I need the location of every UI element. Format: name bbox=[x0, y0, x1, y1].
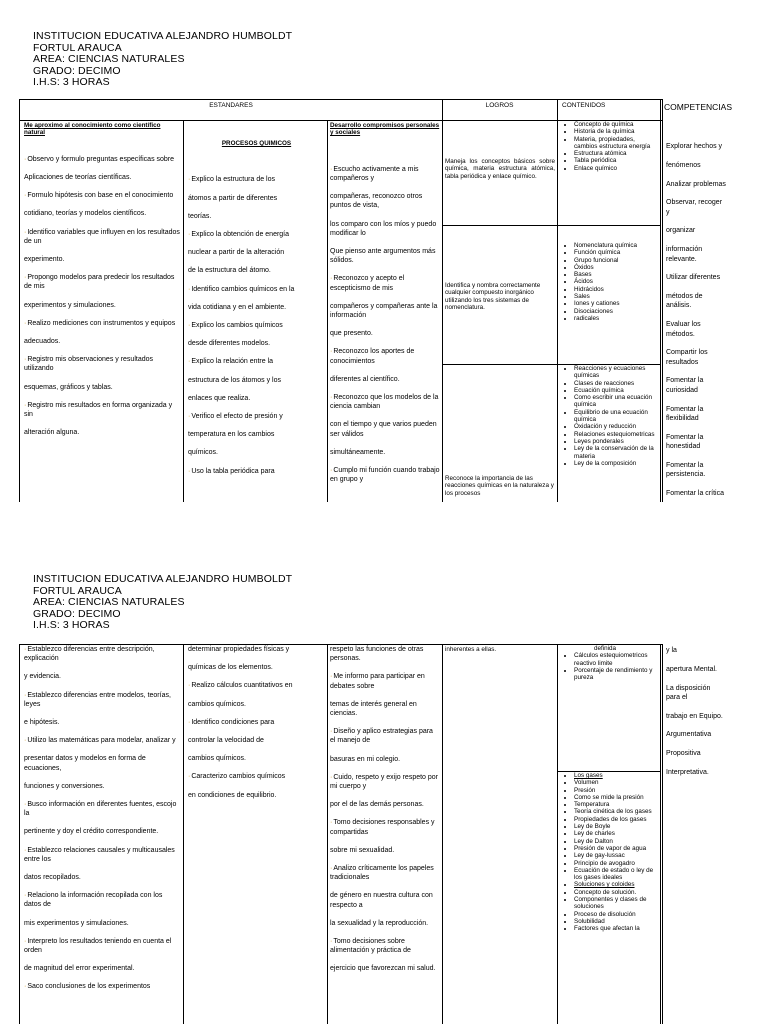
standard-item: Reconozco los aportes de conocimientos bbox=[330, 348, 415, 365]
content-item: • Ley de Boyle bbox=[574, 823, 660, 830]
area: AREA: CIENCIAS NATURALES bbox=[33, 53, 185, 66]
institution-name: INSTITUCION EDUCATIVA ALEJANDRO HUMBOLDT bbox=[33, 30, 293, 42]
competencia-item: trabajo en Equipo. bbox=[666, 712, 723, 720]
standard-item: Explico la relación entre la bbox=[191, 358, 274, 366]
contenidos-1 bbox=[558, 645, 660, 682]
standard-item: los comparo con los míos y puedo modificar lo bbox=[330, 220, 437, 237]
standard-item: Tomo decisiones responsables y compartidas bbox=[330, 819, 435, 836]
content-item: • Teoría cinética de los gases bbox=[574, 808, 660, 815]
standard-item: de magnitud del error experimental. bbox=[24, 965, 135, 973]
standard-item: temas de interés general en ciencias. bbox=[330, 700, 417, 718]
standard-item: Realizo cálculos cuantitativos en bbox=[191, 682, 293, 690]
competencias-column bbox=[666, 646, 726, 1024]
competencia-item: fenómenos bbox=[666, 161, 701, 169]
standard-item: químicos. bbox=[188, 449, 218, 457]
document-page-1 bbox=[0, 0, 768, 502]
content-item: • Disociaciones bbox=[574, 308, 660, 315]
standard-item: teorías. bbox=[188, 212, 212, 220]
content-item: • Óxidos bbox=[574, 264, 660, 271]
content-item: • Ecuación química bbox=[574, 387, 660, 394]
standard-item: Identifico cambios químicos en la bbox=[191, 285, 295, 293]
content-item: • Historia de la química bbox=[574, 128, 660, 135]
competencia-item: Fomentar la persistencia. bbox=[666, 461, 706, 479]
standard-item: diferentes al científico. bbox=[330, 375, 400, 383]
standard-item: Establezco diferencias entre descripción, explicación bbox=[24, 646, 155, 663]
competencia-item: y la bbox=[666, 647, 677, 654]
content-item: • Presión de vapor de agua bbox=[574, 845, 660, 852]
competencia-item: Evaluar los métodos. bbox=[666, 321, 701, 338]
document-header bbox=[33, 574, 292, 632]
standard-item: Identifico variables que influyen en los resultados de un bbox=[24, 228, 180, 245]
standard-item: compañeras, reconozco otros puntos de vista, bbox=[330, 193, 423, 210]
content-item: • Concepto de química bbox=[574, 121, 660, 128]
content-item: • Equilibrio de una ecuación química bbox=[574, 409, 660, 424]
standard-item: cambios químicos. bbox=[188, 755, 246, 763]
standard-item: Registro mis resultados en forma organizada y sin bbox=[24, 401, 173, 419]
logro-2: Identifica y nombra correctamente cualquier compuesto inorgánico utilizando los tres sistemas de nomenclatura. bbox=[445, 282, 541, 312]
standard-item: funciones y conversiones. bbox=[24, 782, 105, 790]
standard-item: pertinente y doy el crédito correspondiente. bbox=[24, 828, 159, 836]
content-item: • Propiedades de los gases bbox=[574, 816, 660, 823]
standard-item: Escucho activamente a mis compañeros y bbox=[330, 165, 419, 183]
standard-item: Que pienso ante argumentos más sólidos. bbox=[330, 248, 436, 265]
standard-item: Formulo hipótesis con base en el conocimiento bbox=[27, 192, 174, 200]
contenidos-3 bbox=[558, 365, 660, 504]
content-item: • Porcentaje de rendimiento y pureza bbox=[574, 667, 660, 682]
location: FORTUL ARAUCA bbox=[33, 41, 122, 54]
content-item: • Enlace químico bbox=[574, 165, 660, 172]
content-item: • Volumen bbox=[574, 779, 660, 786]
content-item: • Ley de gay-lussac bbox=[574, 852, 660, 859]
content-item: • Materia, propiedades, cambios estructura energía bbox=[574, 136, 660, 151]
contenidos-1 bbox=[558, 121, 660, 172]
standard-item: estructura de los átomos y los bbox=[188, 376, 281, 384]
competencia-item: Fomentar la honestidad bbox=[666, 433, 704, 450]
standard-item: presentar datos y modelos en forma de ecuaciones, bbox=[24, 755, 146, 772]
header-contenidos: CONTENIDOS bbox=[562, 102, 606, 109]
standard-item: Establezco relaciones causales y multicausales entre los bbox=[24, 846, 175, 863]
page-gap bbox=[0, 502, 768, 546]
content-item: • Ecuación de estado o ley de los gases ideales bbox=[574, 867, 660, 882]
standard-item: Registro mis observaciones y resultados utilizando bbox=[24, 356, 154, 373]
standard-item: ejercicio que favorezcan mi salud. bbox=[330, 965, 436, 973]
standard-item: basuras en mi colegio. bbox=[330, 755, 401, 763]
standard-item: alteración alguna. bbox=[24, 429, 80, 437]
content-item: • Iones y cationes bbox=[574, 300, 660, 307]
content-item: • Nomenclatura química bbox=[574, 242, 660, 249]
competencia-item: Fomentar la crítica bbox=[666, 489, 724, 497]
competencia-item: Analizar problemas bbox=[666, 180, 726, 188]
standard-item: experimentos y simulaciones. bbox=[24, 301, 116, 309]
column-aproximacion: Me aproximo al conocimiento como científico natural ·Observo y formulo preguntas específicas sobre Aplicaciones de teorías científicas. ·Formulo hipótesis con base en el conocimiento cotidiano, teorías y modelos científicos. ·Identifico variables que influyen en los resultados de un experimento. ·Propongo modelos para predecir los resultados de mis experimentos y simulaciones. ·Realizo mediciones con instrumentos y equipos adecuados. ·Registro mis observaciones y resultados utilizando esquemas, gráficos y tablas. ·Registro mis resultados en forma organizada y sin alteración alguna. bbox=[24, 122, 180, 437]
standard-item: Propongo modelos para predecir los resultados de mis bbox=[24, 274, 175, 291]
standard-item: Diseño y aplico estrategias para el manejo de bbox=[330, 728, 433, 745]
content-item: • Ley de Dalton bbox=[574, 838, 660, 845]
standard-item: por el de las demás personas. bbox=[330, 801, 424, 809]
content-item: • Ley de la composición bbox=[574, 460, 660, 467]
standard-item: determinar propiedades físicas y bbox=[188, 646, 290, 653]
location: FORTUL ARAUCA bbox=[33, 584, 122, 597]
standard-item: la sexualidad y la reproducción. bbox=[330, 919, 429, 927]
curriculum-table bbox=[19, 99, 733, 505]
standard-item: Reconozco que los modelos de la ciencia cambian bbox=[330, 394, 439, 411]
standard-item: de la estructura del átomo. bbox=[188, 267, 271, 275]
standard-item: Verifico el efecto de presión y bbox=[191, 413, 283, 421]
header-logros: LOGROS bbox=[485, 102, 514, 109]
standard-item: con el tiempo y que varios pueden ser válidos bbox=[330, 421, 437, 438]
standard-item: Explico los cambios químicos bbox=[191, 322, 283, 330]
document-page-2 bbox=[0, 546, 768, 1024]
competencia-item: Argumentativa bbox=[666, 731, 712, 739]
standard-item: que presento. bbox=[330, 330, 373, 338]
competencia-item: organizar bbox=[666, 227, 696, 235]
institution-name: INSTITUCION EDUCATIVA ALEJANDRO HUMBOLDT bbox=[33, 573, 293, 585]
logro-1: Maneja los conceptos básicos sobre química, materia estructura atómica, tabla periódica y enlace químico. bbox=[445, 158, 555, 180]
content-item: • Como escribir una ecuación química bbox=[574, 394, 660, 409]
competencia-item: Propositiva bbox=[666, 750, 701, 758]
header-estandares: ESTANDARES bbox=[209, 102, 253, 109]
standard-item: mis experimentos y simulaciones. bbox=[24, 919, 129, 927]
standard-item: Observo y formulo preguntas específicas sobre bbox=[27, 155, 175, 163]
standard-item: Reconozco y acepto el escepticismo de mis bbox=[330, 275, 405, 292]
standard-item: e hipótesis. bbox=[24, 719, 60, 727]
standard-item: y evidencia. bbox=[24, 673, 61, 681]
competencia-item: Compartir los resultados bbox=[666, 349, 708, 366]
standard-item: Relaciono la información recopilada con los datos de bbox=[24, 892, 163, 909]
content-item: • Concepto de solución. bbox=[574, 889, 660, 896]
content-item: • Componentes y clases de soluciones bbox=[574, 896, 660, 911]
standard-item: Establezco diferencias entre modelos, teorías, leyes bbox=[24, 691, 171, 708]
hours: I.H.S: 3 HORAS bbox=[33, 76, 110, 89]
standard-item: Realizo mediciones con instrumentos y equipos bbox=[27, 319, 176, 327]
competencia-item: Utilizar diferentes bbox=[666, 274, 721, 282]
content-item: • Sales bbox=[574, 293, 660, 300]
document-header bbox=[33, 31, 292, 89]
content-item: • Ley de la conservación de la materia bbox=[574, 445, 660, 460]
standard-item: cambios químicos. bbox=[188, 700, 246, 708]
content-item: • Relaciones estequiometricas bbox=[574, 431, 660, 438]
standard-item: Busco información en diferentes fuentes, escojo la bbox=[24, 801, 177, 818]
competencia-item: métodos de análisis. bbox=[666, 293, 703, 310]
content-item: • Soluciones y coloides bbox=[574, 881, 660, 888]
column-compromisos: Desarrollo compromisos personales y sociales ·Escucho activamente a mis compañeros y compañeras, reconozco otros puntos de vista, los comparo con los míos y puedo modificar lo Que pienso ante argumentos más sólidos. ·Reconozco y acepto el escepticismo de mis compañeros y compañeras ante la información que presento. ·Reconozco los aportes de conocimientos diferentes al científico. ·Reconozco que los modelos de la ciencia cambian con el tiempo y que varios pueden ser válidos simultáneamente. ·Cumplo mi función cuando trabajo en grupo y bbox=[330, 122, 440, 484]
contenidos-2 bbox=[558, 242, 660, 322]
logro-3: Reconoce la importancia de las reacciones químicas en la naturaleza y los procesos bbox=[445, 475, 554, 497]
standard-item: compañeros y compañeras ante la información bbox=[330, 302, 438, 320]
logro-continued: inherentes a ellas. bbox=[445, 646, 497, 653]
content-item: • Grupo funcional bbox=[574, 257, 660, 264]
standard-item: controlar la velocidad de bbox=[188, 737, 264, 745]
standard-item: sobre mi sexualidad. bbox=[330, 846, 395, 854]
standard-item: en condiciones de equilibrio. bbox=[188, 791, 277, 799]
standard-item: esquemas, gráficos y tablas. bbox=[24, 383, 113, 391]
contenidos-2 bbox=[558, 772, 660, 1024]
competencia-item: Fomentar la flexibilidad bbox=[666, 405, 704, 422]
grade: GRADO: DECIMO bbox=[33, 607, 121, 620]
content-item: • Función química bbox=[574, 249, 660, 256]
content-item: • radicales bbox=[574, 315, 660, 322]
column-compromisos: respeto las funciones de otras personas. ·Me informo para participar en debates sobre temas de interés general en ciencias. ·Diseño y aplico estrategias para el manejo de basuras en mi colegio. ·Cuido, respeto y exijo respeto por mi cuerpo y por el de las demás personas. ·Tomo decisiones responsables y compartidas sobre mi sexualidad. ·Analizo críticamente los papeles tradicionales de género en nuestra cultura con respecto a la sexualidad y la reproducción. ·Tomo decisiones sobre alimentación y práctica de ejercicio que favorezcan mi salud. bbox=[330, 646, 439, 973]
competencia-item: información relevante. bbox=[666, 246, 703, 263]
content-item: • Ley de charles bbox=[574, 830, 660, 837]
content-item: • Oxidación y reducción bbox=[574, 423, 660, 430]
competencia-item: Observar, recoger y bbox=[666, 199, 723, 216]
column-procesos: determinar propiedades físicas y químicas de los elementos. ·Realizo cálculos cuantitativos en cambios químicos. ·Identifico condiciones para controlar la velocidad de cambios químicos. ·Caracterizo cambios químicos en condiciones de equilibrio. bbox=[188, 646, 293, 799]
standard-item: Me informo para participar en debates sobre bbox=[330, 673, 425, 690]
standard-item: Saco conclusiones de los experimentos bbox=[27, 983, 151, 991]
standard-item: cotidiano, teorías y modelos científicos. bbox=[24, 210, 147, 218]
standard-item: nuclear a partir de la alteración bbox=[188, 249, 285, 257]
hours: I.H.S: 3 HORAS bbox=[33, 619, 110, 632]
content-item: • Tabla periódica bbox=[574, 157, 660, 164]
standard-item: simultáneamente. bbox=[330, 448, 386, 456]
column-title: Me aproximo al conocimiento como científico natural bbox=[24, 122, 161, 137]
standard-item: Explico la estructura de los bbox=[191, 176, 275, 184]
column-title: Desarrollo compromisos personales y sociales bbox=[330, 122, 440, 137]
area: AREA: CIENCIAS NATURALES bbox=[33, 596, 185, 609]
content-item: • Como se mide la presión bbox=[574, 794, 660, 801]
competencias-column bbox=[666, 142, 726, 504]
standard-item: de género en nuestra cultura con respecto a bbox=[330, 892, 433, 909]
competencia-item: Fomentar la curiosidad bbox=[666, 377, 704, 394]
standard-item: respeto las funciones de otras personas. bbox=[330, 646, 424, 663]
standard-item: Interpreto los resultados teniendo en cuenta el orden bbox=[24, 937, 172, 955]
column-aproximacion: ·Establezco diferencias entre descripción, explicación y evidencia. ·Establezco diferencias entre modelos, teorías, leyes e hipótesis. ·Utilizo las matemáticas para modelar, analizar y presentar datos y modelos en forma de ecuaciones, funciones y conversiones. ·Busco información en diferentes fuentes, escojo la pertinente y doy el crédito correspondiente. ·Establezco relaciones causales y multicausales entre los datos recopilados. ·Relaciono la información recopilada con los datos de mis experimentos y simulaciones. ·Interpreto los resultados teniendo en cuenta el orden de magnitud del error experimental. ·Saco conclusiones de los experimentos bbox=[24, 646, 177, 991]
content-item: definida bbox=[594, 645, 617, 652]
content-item: • Principio de avogadro bbox=[574, 860, 660, 867]
standard-item: átomos a partir de diferentes bbox=[188, 194, 278, 202]
competencia-item: La disposición para el bbox=[666, 684, 711, 701]
standard-item: enlaces que realiza. bbox=[188, 394, 251, 402]
column-procesos: PROCESOS QUIMICOS ·Explico la estructura de los átomos a partir de diferentes teorías. ·Explico la obtención de energía nuclear a partir de la alteración de la estructura del átomo. ·Identifico cambios químicos en la vida cotidiana y en el ambiente. ·Explico los cambios químicos desde diferentes modelos. ·Explico la relación entre la estructura de los átomos y los enlaces que realiza. ·Verifico el efecto de presión y temperatura en los cambios químicos. ·Uso la tabla periódica para bbox=[188, 122, 325, 504]
standard-item: Aplicaciones de teorías científicas. bbox=[24, 174, 132, 182]
competencia-item: apertura Mental. bbox=[666, 665, 717, 673]
header-competencias: COMPETENCIAS bbox=[664, 102, 733, 112]
content-item: • Factores que afectan la bbox=[574, 925, 660, 932]
content-item: • Ácidos bbox=[574, 278, 660, 285]
content-item: • Presión bbox=[574, 787, 660, 794]
content-item: • Hidrácidos bbox=[574, 286, 660, 293]
standard-item: Uso la tabla periódica para bbox=[191, 467, 275, 475]
standard-item: químicas de los elementos. bbox=[188, 664, 273, 672]
standard-item: Tomo decisiones sobre alimentación y práctica de bbox=[330, 938, 411, 955]
standard-item: Identifico condiciones para bbox=[191, 718, 275, 726]
standard-item: experimento. bbox=[24, 256, 65, 264]
grade: GRADO: DECIMO bbox=[33, 64, 121, 77]
standard-item: adecuados. bbox=[24, 338, 61, 346]
standard-item: Caracterizo cambios químicos bbox=[191, 773, 286, 781]
standard-item: desde diferentes modelos. bbox=[188, 340, 271, 348]
standard-item: datos recopilados. bbox=[24, 874, 81, 882]
competencia-item: Interpretativa. bbox=[666, 769, 709, 777]
content-item: • Proceso de disolución bbox=[574, 911, 660, 918]
competencia-item: Explorar hechos y bbox=[666, 143, 723, 150]
standard-item: Analizo críticamente los papeles tradicionales bbox=[330, 865, 434, 882]
content-item: • Reacciones y ecuaciones químicas bbox=[574, 365, 660, 380]
content-item: • Estructura atómica bbox=[574, 150, 660, 157]
standard-item: Explico la obtención de energía bbox=[191, 231, 290, 239]
standard-item: Cumplo mi función cuando trabajo en grupo y bbox=[330, 467, 440, 484]
content-item: • Temperatura bbox=[574, 801, 660, 808]
column-title: PROCESOS QUIMICOS bbox=[221, 140, 292, 147]
content-item: • Los gases bbox=[574, 772, 660, 779]
content-item: • Clases de reacciones bbox=[574, 380, 660, 387]
standard-item: Utilizo las matemáticas para modelar, analizar y bbox=[27, 737, 176, 745]
standard-item: temperatura en los cambios bbox=[188, 431, 275, 439]
content-item: • Bases bbox=[574, 271, 660, 278]
standard-item: Cuido, respeto y exijo respeto por mi cuerpo y bbox=[330, 773, 439, 791]
content-item: • Leyes ponderales bbox=[574, 438, 660, 445]
standard-item: vida cotidiana y en el ambiente. bbox=[188, 303, 287, 311]
content-item: • Solubilidad bbox=[574, 918, 660, 925]
curriculum-table-continued bbox=[19, 644, 723, 1024]
content-item: • Cálculos estequiometricos reactivo limite bbox=[574, 652, 660, 667]
